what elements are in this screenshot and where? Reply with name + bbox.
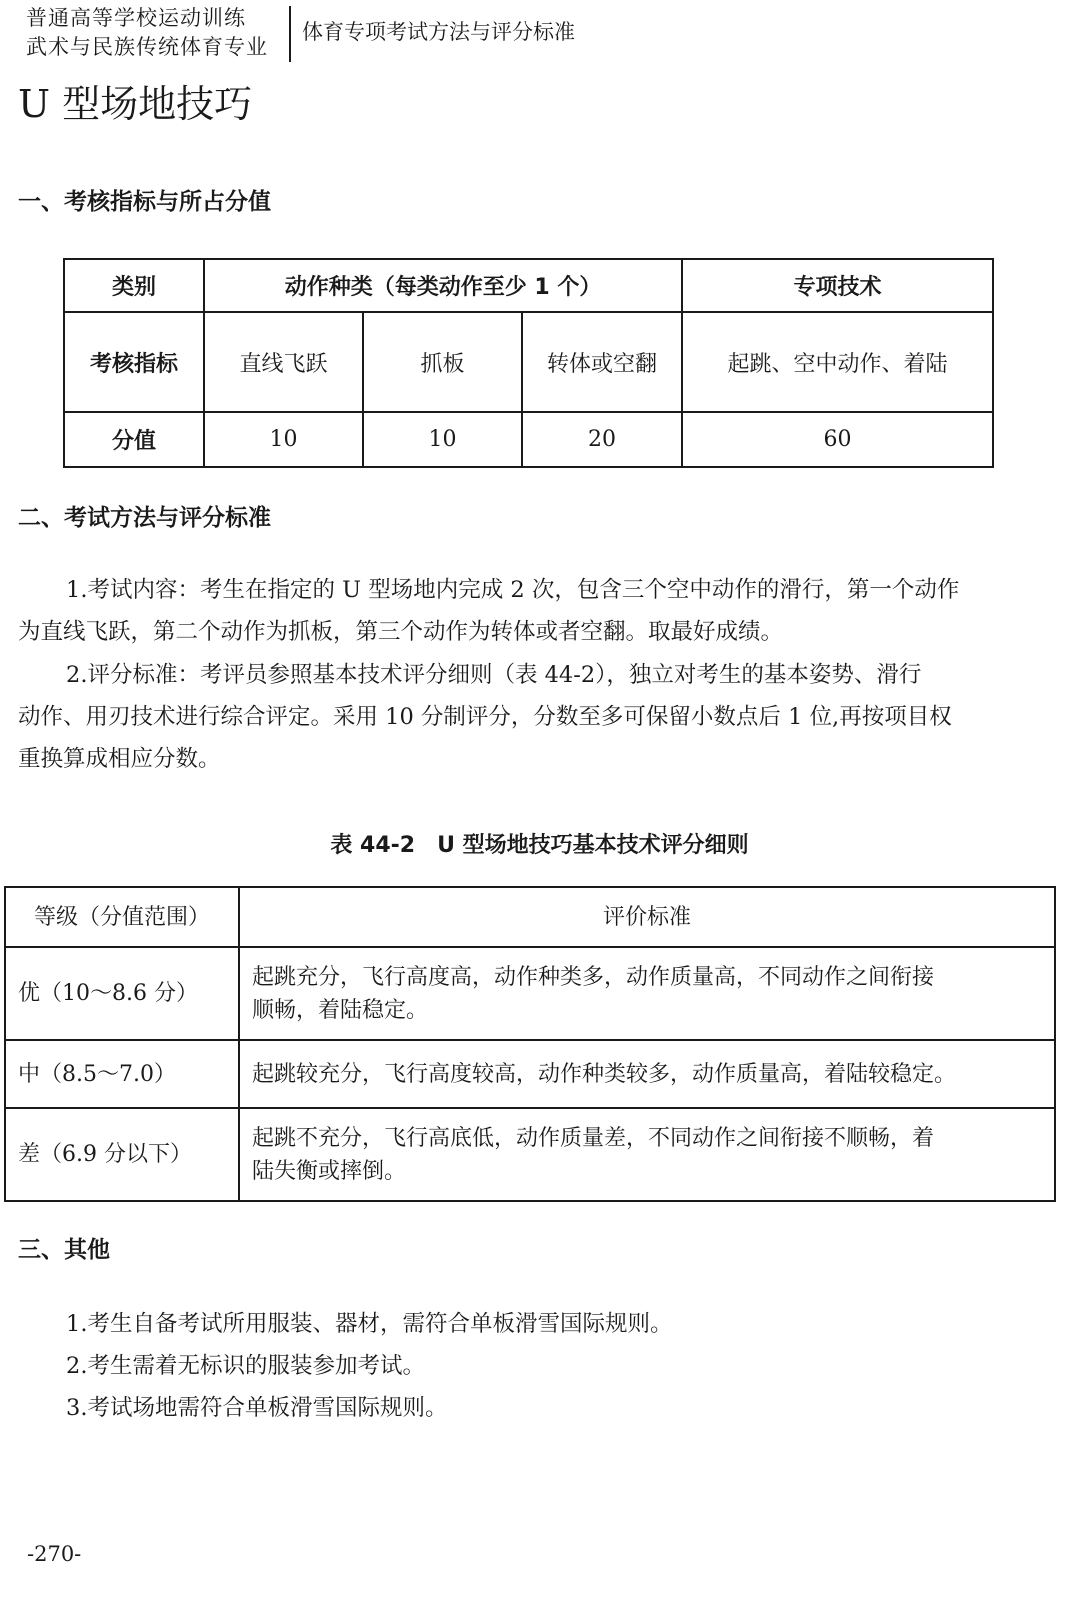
criteria-cell [239, 1108, 1055, 1201]
running-header-left [26, 4, 288, 62]
criteria-line: 起跳充分，飞行高度高，动作种类多，动作质量高，不同动作之间衔接 [252, 964, 935, 990]
table-header-cell: 动作种类（每类动作至少 1 个） [204, 259, 682, 312]
table-row [5, 887, 1055, 947]
criteria-line: 陆失衡或摔倒。 [252, 1158, 407, 1184]
paragraph-line: 重换算成相应分数。 [18, 746, 221, 772]
list-item: 3.考试场地需符合单板滑雪国际规则。 [66, 1395, 448, 1421]
table-row [5, 1108, 1055, 1201]
table-header-cell: 类别 [64, 259, 204, 312]
table-header-cell: 专项技术 [682, 259, 993, 312]
table-cell: 10 [204, 412, 363, 467]
running-header-right: 体育专项考试方法与评分标准 [302, 20, 575, 44]
criteria-line: 起跳不充分，飞行高底低，动作质量差，不同动作之间衔接不顺畅，着 [252, 1125, 935, 1151]
table-cell: 60 [682, 412, 993, 467]
table-cell: 转体或空翻 [522, 312, 682, 412]
grade-cell: 优（10～8.6 分） [5, 947, 239, 1040]
criteria-cell [239, 1040, 1055, 1108]
paragraph-line: 为直线飞跃，第二个动作为抓板，第三个动作为转体或者空翻。取最好成绩。 [18, 619, 784, 645]
table-row [64, 312, 993, 412]
table-cell: 起跳、空中动作、着陆 [682, 312, 993, 412]
table-header-cell: 等级（分值范围） [5, 887, 239, 947]
header-line-1: 普通高等学校运动训练 [26, 6, 246, 30]
criteria-cell [239, 947, 1055, 1040]
page-number: -270- [27, 1542, 82, 1566]
paragraph-exam-content [18, 569, 1040, 653]
section-heading-1: 一、考核指标与所占分值 [18, 189, 271, 215]
table-cell: 10 [363, 412, 522, 467]
table-row [64, 259, 993, 312]
section-heading-2: 二、考试方法与评分标准 [18, 505, 271, 531]
page-title: U 型场地技巧 [18, 82, 253, 126]
criteria-line: 起跳较充分，飞行高度较高，动作种类较多，动作质量高，着陆较稳定。 [252, 1061, 957, 1087]
grade-cell: 差（6.9 分以下） [5, 1108, 239, 1201]
section-heading-3: 三、其他 [18, 1237, 110, 1263]
table-cell: 抓板 [363, 312, 522, 412]
paragraph-line: 2.评分标准：考评员参照基本技术评分细则（表 44-2），独立对考生的基本姿势、滑行 [66, 662, 922, 688]
table-cell: 直线飞跃 [204, 312, 363, 412]
table-row [5, 947, 1055, 1040]
table-header-cell: 评价标准 [239, 887, 1055, 947]
header-divider [289, 6, 291, 62]
paragraph-line: 动作、用刃技术进行综合评定。采用 10 分制评分，分数至多可保留小数点后 1 位,再按项目权 [18, 704, 952, 730]
paragraph-line: 1.考试内容：考生在指定的 U 型场地内完成 2 次，包含三个空中动作的滑行，第一个动作 [66, 577, 960, 603]
grade-cell: 中（8.5～7.0） [5, 1040, 239, 1108]
table-cell: 20 [522, 412, 682, 467]
row-label-cell: 考核指标 [64, 312, 204, 412]
scoring-criteria-table [4, 886, 1056, 1202]
criteria-line: 顺畅，着陆稳定。 [252, 997, 429, 1023]
row-label-cell: 分值 [64, 412, 204, 467]
table-row [64, 412, 993, 467]
list-item: 1.考生自备考试所用服装、器材，需符合单板滑雪国际规则。 [66, 1311, 673, 1337]
paragraph-scoring-standard [18, 654, 1040, 780]
score-allocation-table [63, 258, 994, 468]
table-row [5, 1040, 1055, 1108]
table-caption: 表 44-2 U 型场地技巧基本技术评分细则 [330, 833, 749, 858]
list-item: 2.考生需着无标识的服装参加考试。 [66, 1353, 425, 1379]
header-line-2: 武术与民族传统体育专业 [26, 35, 268, 59]
